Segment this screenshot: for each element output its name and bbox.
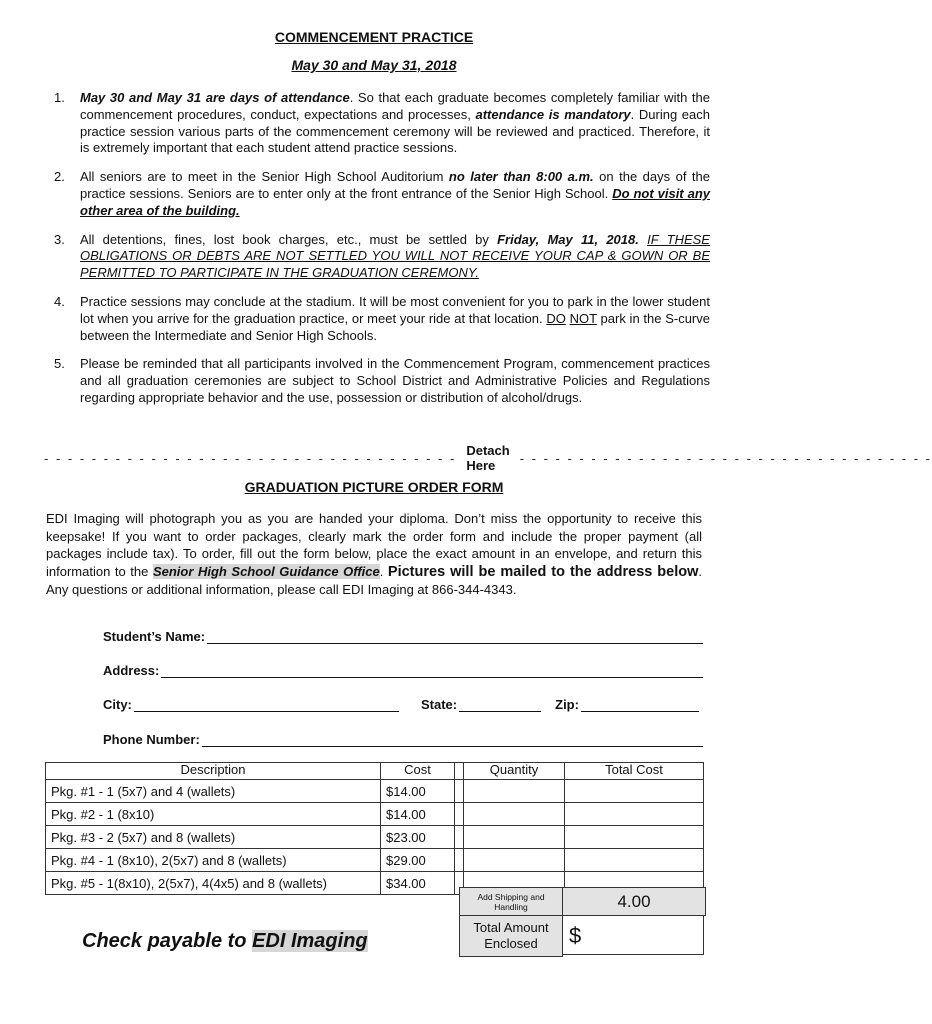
total-cost-cell[interactable] <box>565 780 704 803</box>
package-description: Pkg. #5 - 1(8x10), 2(5x7), 4(4x5) and 8 (wallets) <box>46 872 381 895</box>
order-form-title: GRADUATION PICTURE ORDER FORM <box>244 479 504 495</box>
phone-input[interactable] <box>202 732 703 747</box>
item-text: NOT <box>569 310 597 326</box>
package-order-table <box>45 762 704 895</box>
check-prefix: Check payable to <box>82 930 253 952</box>
instruction-item-3 <box>50 232 710 282</box>
package-description: Pkg. #3 - 2 (5x7) and 8 (wallets) <box>46 826 381 849</box>
column-spacer <box>455 826 464 849</box>
total-cost-cell[interactable] <box>565 803 704 826</box>
item-text: DO <box>546 310 566 326</box>
table-row <box>46 826 704 849</box>
state-input[interactable] <box>459 697 541 712</box>
item-number: 1. <box>54 90 65 105</box>
dash-divider: - - - - - - - - - - - - - - - - - - - - - - - - - - - - - - - - - - - <box>519 450 932 466</box>
intro-text: . Any questions or additional information, please call EDI Imaging at 866-344-4343. <box>46 563 703 597</box>
city-input[interactable] <box>134 697 399 712</box>
instructions-list <box>50 90 710 419</box>
field-label: City: <box>103 697 132 712</box>
item-text: IF THESE OBLIGATIONS OR DEBTS ARE NOT SETTLED YOU WILL NOT RECEIVE YOUR CAP & GOWN OR BE PERMITTED TO PARTICIPATE IN THE GRADUATION CEREMONY. <box>80 231 710 281</box>
total-enclosed-input[interactable] <box>562 915 704 955</box>
total-cost-cell[interactable] <box>565 826 704 849</box>
table-row <box>46 803 704 826</box>
practice-dates: May 30 and May 31, 2018 <box>291 57 457 73</box>
item-text: May 30 and May 31 are days of attendance <box>80 90 350 105</box>
column-spacer <box>455 803 464 826</box>
quantity-cell[interactable] <box>464 780 565 803</box>
shipping-label-line: Add Shipping and <box>477 891 545 902</box>
package-cost: $29.00 <box>381 849 455 872</box>
column-header-total: Total Cost <box>565 763 704 780</box>
item-text: All detentions, fines, lost book charges, etc., must be settled by <box>80 231 498 247</box>
instruction-item-5 <box>50 356 710 406</box>
zip-input[interactable] <box>581 697 699 712</box>
detach-line <box>44 443 932 473</box>
check-payable-note <box>82 930 368 953</box>
city-field[interactable] <box>103 697 399 712</box>
column-spacer <box>455 780 464 803</box>
package-cost: $14.00 <box>381 780 455 803</box>
item-text <box>639 232 647 247</box>
column-header-description: Description <box>46 763 381 780</box>
detach-label: Detach Here <box>466 443 510 473</box>
dollar-sign: $ <box>569 923 582 948</box>
order-form-intro <box>46 510 702 599</box>
instruction-item-4 <box>50 294 710 344</box>
quantity-cell[interactable] <box>464 826 565 849</box>
field-label: State: <box>421 697 458 712</box>
item-text: no later than 8:00 a.m. <box>448 169 594 185</box>
package-cost: $23.00 <box>381 826 455 849</box>
shipping-label <box>459 887 563 916</box>
field-label: Phone Number: <box>103 732 200 747</box>
total-enclosed-label <box>459 915 563 957</box>
total-cost-cell[interactable] <box>565 849 704 872</box>
zip-field[interactable] <box>555 697 699 712</box>
intro-highlight: Senior High School Guidance Office <box>152 563 380 579</box>
student-name-input[interactable] <box>207 629 703 644</box>
package-description: Pkg. #1 - 1 (5x7) and 4 (wallets) <box>46 780 381 803</box>
column-spacer <box>455 849 464 872</box>
item-text: Practice sessions may conclude at the stadium. It will be most convenient for you to park in the lower student lot when you arrive for the graduation practice, or meet your ride at that location. <box>80 293 710 326</box>
item-text: Please be reminded that all participants involved in the Commencement Program, commencement practices and all graduation ceremonies are subject to School District and Administrative Policies and Regulations regarding appropriate behavior and the use, possession or distribution of alcohol/drugs. <box>80 356 710 405</box>
item-text: . During each practice session various parts of the commencement ceremony will be reviewed and practiced. Therefore, it is extremely important that each student attend practice sessions. <box>80 106 710 156</box>
shipping-label-line: Handling <box>494 901 528 912</box>
item-text: . So that each graduate becomes completely familiar with the commencement procedures, conduct, expectations and processes, <box>80 90 711 122</box>
table-row <box>46 849 704 872</box>
payee-name: EDI Imaging <box>252 930 368 952</box>
instruction-item-1 <box>50 90 710 157</box>
table-header-row <box>46 763 704 780</box>
student-name-field[interactable] <box>103 624 703 644</box>
package-description: Pkg. #2 - 1 (8x10) <box>46 803 381 826</box>
field-label: Zip: <box>555 697 579 712</box>
item-text: park in the S-curve between the Intermediate and Senior High Schools. <box>80 310 710 343</box>
address-field[interactable] <box>103 658 703 678</box>
item-number: 4. <box>54 293 65 309</box>
column-header-quantity: Quantity <box>464 763 565 780</box>
field-label: Student’s Name: <box>103 629 206 644</box>
dash-divider: - - - - - - - - - - - - - - - - - - - - - - - - - - - - - - - - - - - <box>44 450 457 466</box>
state-field[interactable] <box>421 697 541 712</box>
city-state-zip-row <box>103 692 703 712</box>
item-text: All seniors are to meet in the Senior High School Auditorium <box>80 169 449 185</box>
quantity-cell[interactable] <box>464 849 565 872</box>
item-text: on the days of the practice sessions. Seniors are to enter only at the front entrance of the Senior High School. <box>80 169 711 201</box>
item-number: 5. <box>54 356 65 372</box>
address-input[interactable] <box>161 663 703 678</box>
intro-text: EDI Imaging will photograph you as you are handed your diploma. Don’t miss the opportunity to receive this keepsake! If you want to order packages, clearly mark the order form and include the proper payment (all packages include tax). To order, fill out the form below, place the exact amount in an envelope, and return this information to the <box>46 511 702 579</box>
intro-emphasis: Pictures will be mailed to the address below <box>387 563 699 580</box>
item-number: 3. <box>54 231 65 247</box>
package-cost: $34.00 <box>381 872 455 895</box>
total-label-line: Enclosed <box>484 936 538 951</box>
page-title: COMMENCEMENT PRACTICE <box>274 29 474 45</box>
item-number: 2. <box>54 169 65 185</box>
column-spacer <box>455 763 464 780</box>
item-text: attendance is mandatory <box>475 106 631 122</box>
quantity-cell[interactable] <box>464 803 565 826</box>
column-header-cost: Cost <box>381 763 455 780</box>
package-description: Pkg. #4 - 1 (8x10), 2(5x7) and 8 (wallets) <box>46 849 381 872</box>
item-text: Do not visit any other area of the building. <box>80 185 710 218</box>
total-label-line: Total Amount <box>473 920 549 935</box>
phone-field[interactable] <box>103 727 703 747</box>
item-text: Friday, May 11, 2018. <box>497 231 639 247</box>
shipping-value: 4.00 <box>562 887 706 916</box>
instruction-item-2 <box>50 169 710 219</box>
field-label: Address: <box>103 663 160 678</box>
table-row <box>46 780 704 803</box>
package-cost: $14.00 <box>381 803 455 826</box>
intro-text: . <box>379 563 388 579</box>
